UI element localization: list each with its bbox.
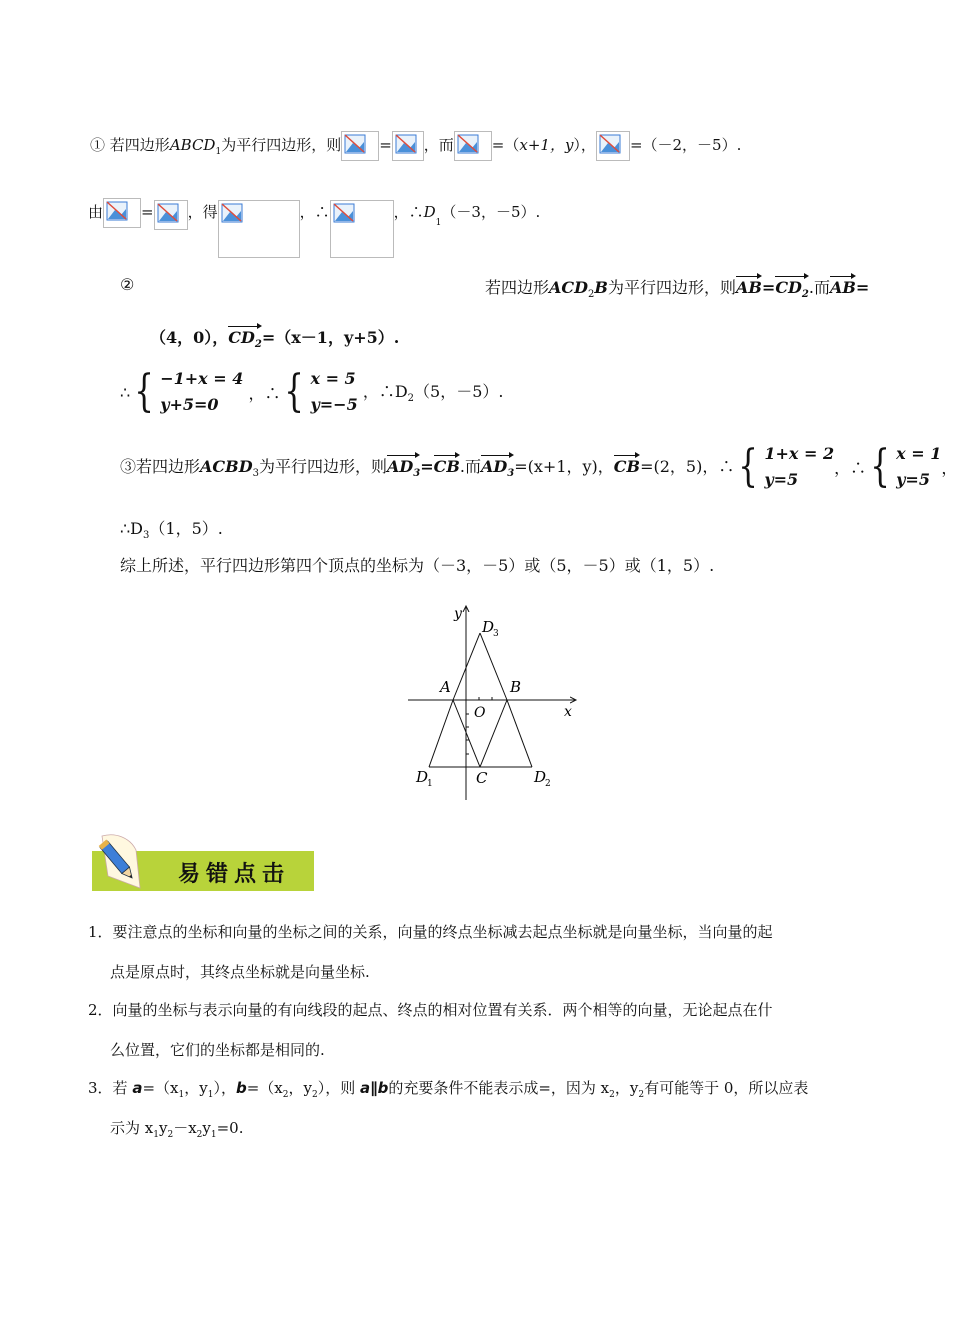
note-3: 3．若 $a=(x_1$，$y_1$），$b=(x_2$，$y_2$），则 a∥b的充要条件不能表示成=，因为 $x_2$，$y_2$有可能等于 0，所以应表 — [88, 1079, 809, 1100]
broken-image-icon — [454, 131, 492, 161]
para-2: 由 = ，得 ，∴ ，$\therefore D_1(-3$，－5）. — [88, 192, 540, 252]
vector-cd2: $CD_2$ — [775, 278, 809, 301]
note-3-line2: 示为 $x_1y_2-x_2y_1=0$. — [110, 1119, 244, 1140]
banner-title: 易错点击 — [178, 861, 291, 887]
point-d3-label: D — [482, 618, 495, 636]
point-a-label: A — [440, 678, 451, 696]
x-axis-label: x — [564, 704, 572, 720]
point-d3-sub: 3 — [493, 629, 499, 639]
broken-image-icon — [341, 131, 379, 161]
point-d1-sub: 1 — [427, 779, 433, 789]
origin-label: O — [474, 705, 486, 721]
equation-system-4: { x = 1 y=5 — [870, 441, 942, 492]
point-d2-sub: 2 — [545, 779, 551, 789]
para-6: ③若四边形$ACBD_3$为平行四边形，则$AD_3=CB$.而$AD_3=(x+1$，y)，CB=(2，5)，∴ { 1+x = 2 y=5 ，∴ { x = 1 y=5 ， — [120, 441, 957, 492]
note-2: 2．向量的坐标与表示向量的有向线段的起点、终点的相对位置有关系．两个相等的向量，无论起点在什 — [88, 1001, 773, 1019]
broken-image-icon — [330, 200, 394, 258]
para-4: （4，0），$CD_2=(x-1$，y+5）. — [150, 328, 400, 351]
pencil-icon — [96, 832, 144, 892]
note-1: 1．要注意点的坐标和向量的坐标之间的关系，向量的终点坐标减去起点坐标就是向量坐标，当向量的起 — [88, 923, 773, 941]
broken-image-icon — [596, 131, 630, 161]
vector-ad3: $AD_3$ — [480, 457, 515, 480]
note-1-line2: 点是原点时，其终点坐标就是向量坐标. — [110, 963, 370, 981]
conclusion: 综上所述，平行四边形第四个顶点的坐标为（－3，－5）或（5，－5）或（1，5）. — [120, 556, 715, 575]
equation-system-3: { 1+x = 2 y=5 — [738, 441, 835, 492]
para-5: ∴ { −1+x = 4 y+5=0 ，∴ { x = 5 y=−5 ，$\therefore D_2(5$，－5）. — [120, 366, 504, 417]
equation-system-2: ，∴ { x = 5 y=−5 — [248, 366, 358, 417]
broken-image-icon — [103, 198, 141, 228]
coordinate-figure — [400, 600, 590, 805]
para-1: ① 若四边形$ABCD_1$为平行四边形，则 = ，而 =（x+1，y）， =（－2，－5）. — [90, 131, 741, 161]
point-c-label: C — [476, 769, 488, 787]
point-d1-label: D — [416, 768, 429, 786]
para-3: 若四边形$ACD_2B$为平行四边形，则$AB=CD_2$.而AB= — [485, 278, 870, 301]
broken-image-icon — [154, 200, 188, 230]
circled-number: ① — [90, 136, 106, 154]
point-d2-label: D — [534, 768, 547, 786]
note-2-line2: 么位置，它们的坐标都是相同的. — [110, 1041, 325, 1059]
point-b-label: B — [510, 678, 522, 696]
vector-ad3: $AD_3$ — [386, 457, 421, 480]
y-axis-label: y — [454, 606, 462, 622]
vector-cd2: $CD_2$ — [228, 328, 262, 351]
para-3-num: ② — [120, 275, 135, 294]
equation-system-1: ∴ { −1+x = 4 y+5=0 — [120, 366, 244, 417]
broken-image-icon — [392, 131, 424, 161]
broken-image-icon — [218, 200, 300, 258]
para-7: $\therefore D_3(1$，5）. — [120, 519, 223, 542]
